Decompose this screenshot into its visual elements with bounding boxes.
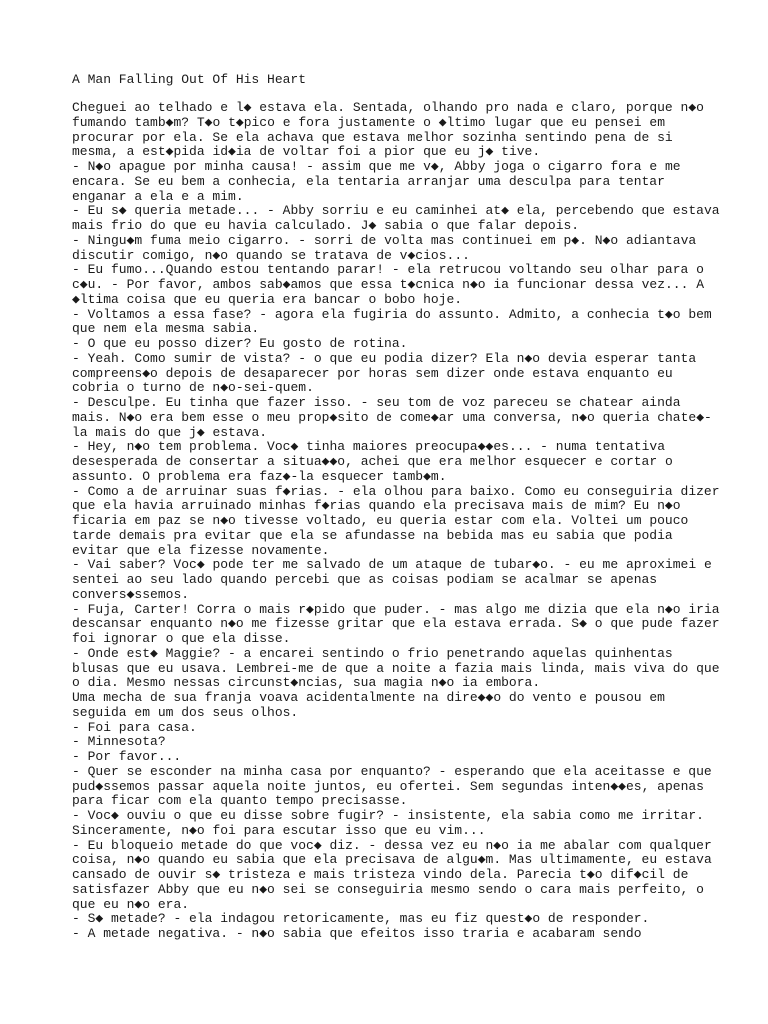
text-line: - Voc◆ ouviu o que eu disse sobre fugir? - insistente, ela sabia como me irritar. [72, 808, 704, 823]
text-line: evitar que ela fizesse novamente. [72, 542, 330, 558]
document-title: A Man Falling Out Of His Heart [72, 72, 307, 87]
text-line: - Ningu◆m fuma meio cigarro. - sorri de volta mas continuei em p◆. N◆o adiantava [72, 232, 697, 248]
text-line: discutir comigo, n◆o quando se tratava de v◆cios... [72, 247, 470, 263]
text-line: c◆u. - Por favor, ambos sab◆amos que essa t◆cnica n◆o ia funcionar dessa vez... A [72, 277, 705, 292]
text-line: tarde demais pra evitar que ela se afundasse na bebida mas eu sabia que podia [72, 527, 673, 543]
text-line: coisa, n◆o quando eu sabia que ela precisava de algu◆m. Mas ultimamente, eu estava [72, 852, 712, 868]
text-line: encara. Se eu bem a conhecia, ela tentaria arranjar uma desculpa para tentar [72, 173, 665, 189]
text-line: - Quer se esconder na minha casa por enquanto? - esperando que ela aceitasse e que [72, 763, 712, 779]
text-line: fumando tamb◆m? T◆o t◆pico e fora justamente o ◆ltimo lugar que eu pensei em [72, 114, 665, 130]
text-line: cansado de ouvir s◆ tristeza e mais tristeza vindo dela. Parecia t◆o dif◆cil de [72, 867, 689, 882]
text-line: - Voltamos a essa fase? - agora ela fugiria do assunto. Admito, a conhecia t◆o bem [72, 306, 712, 322]
text-line: satisfazer Abby que eu n◆o sei se conseguiria mesmo sendo o cara mais perfeito, o [72, 881, 704, 897]
text-line: que eu n◆o era. [72, 896, 190, 912]
text-line: assunto. O problema era faz◆-la esquecer tamb◆m. [72, 468, 447, 484]
text-line: pud◆ssemos passar aquela noite juntos, eu ofertei. Sem segundas inten◆◆es, apenas [72, 778, 704, 794]
text-line: o dia. Mesmo nessas circunst◆ncias, sua magia n◆o ia embora. [72, 675, 541, 691]
text-line: convers◆ssemos. [72, 586, 190, 602]
text-line: mais. N◆o era bem esse o meu prop◆sito de come◆ar uma conversa, n◆o queria chate◆- [72, 409, 712, 425]
text-line: - Eu bloqueio metade do que voc◆ diz. - dessa vez eu n◆o ia me abalar com qualquer [72, 837, 712, 853]
text-line: ◆ltima coisa que eu queria era bancar o bobo hoje. [72, 291, 463, 307]
text-line: - N◆o apague por minha causa! - assim que me v◆, Abby joga o cigarro fora e me [72, 159, 681, 174]
text-line: ficaria em paz se n◆o tivesse voltado, eu queria estar com ela. Voltei um pouco [72, 513, 689, 528]
text-line: seguida em um dos seus olhos. [72, 704, 299, 720]
text-line: - Desculpe. Eu tinha que fazer isso. - seu tom de voz pareceu se chatear ainda [72, 395, 681, 410]
text-line: - Por favor... [72, 749, 182, 764]
text-line: mesma, a est◆pida id◆ia de voltar foi a pior que eu j◆ tive. [72, 144, 541, 160]
text-line: la mais do que j◆ estava. [72, 424, 268, 440]
text-line: enganar a ela e a mim. [72, 188, 244, 204]
text-line: cobria o turno de n◆o-sei-quem. [72, 380, 314, 396]
text-line: Uma mecha de sua franja voava acidentalmente na dire◆◆o do vento e pousou em [72, 690, 665, 705]
text-line: - S◆ metade? - ela indagou retoricamente, mas eu fiz quest◆o de responder. [72, 911, 650, 927]
text-line: procurar por ela. Se ela achava que estava melhor sozinha sentindo pena de si [72, 129, 673, 145]
text-line: descansar enquanto n◆o me fizesse gritar que ela estava errada. S◆ o que pude fazer [72, 616, 720, 632]
text-line: Cheguei ao telhado e l◆ estava ela. Sentada, olhando pro nada e claro, porque n◆o [72, 100, 704, 115]
text-line: - Hey, n◆o tem problema. Voc◆ tinha maiores preocupa◆◆es... - numa tentativa [72, 439, 665, 455]
text-line: - Eu fumo...Quando estou tentando parar! - ela retrucou voltando seu olhar para o [72, 262, 704, 278]
text-line: - A metade negativa. - n◆o sabia que efeitos isso traria e acabaram sendo [72, 926, 642, 941]
document-body [72, 100, 720, 942]
text-line: foi ignorar o que ela disse. [72, 631, 291, 646]
text-line: - Minnesota? [72, 734, 166, 750]
text-line: Sinceramente, n◆o foi para escutar isso que eu vim... [72, 822, 486, 838]
text-line: que ela havia arruinado minhas f◆rias quando ela precisava mais de mim? Eu n◆o [72, 498, 681, 514]
text-line: - Yeah. Como sumir de vista? - o que eu podia dizer? Ela n◆o devia esperar tanta [72, 350, 697, 366]
text-line: que nem ela mesma sabia. [72, 321, 260, 337]
text-line: compreens◆o depois de desaparecer por horas sem dizer onde estava enquanto eu [72, 365, 673, 381]
text-line: para ficar com ela quanto tempo precisasse. [72, 793, 408, 809]
text-line: sentei ao seu lado quando percebi que as coisas podiam se acalmar se apenas [72, 572, 658, 587]
text-line: blusas que eu usava. Lembrei-me de que a noite a fazia mais linda, mais viva do que [72, 660, 720, 676]
text-line: - O que eu posso dizer? Eu gosto de rotina. [72, 336, 408, 351]
text-line: desesperada de consertar a situa◆◆o, achei que era melhor esquecer e cortar o [72, 454, 673, 469]
text-line: - Foi para casa. [72, 719, 197, 735]
text-line: - Onde est◆ Maggie? - a encarei sentindo o frio penetrando aquelas quinhentas [72, 645, 673, 661]
text-line: - Eu s◆ queria metade... - Abby sorriu e eu caminhei at◆ ela, percebendo que estava [72, 203, 720, 219]
text-line: - Vai saber? Voc◆ pode ter me salvado de um ataque de tubar◆o. - eu me aproximei e [72, 557, 712, 573]
text-line: - Fuja, Carter! Corra o mais r◆pido que puder. - mas algo me dizia que ela n◆o iria [72, 601, 720, 617]
text-line: mais frio do que eu havia calculado. J◆ sabia o que falar depois. [72, 218, 580, 233]
text-line: - Como a de arruinar suas f◆rias. - ela olhou para baixo. Como eu conseguiria dizer [72, 483, 720, 499]
